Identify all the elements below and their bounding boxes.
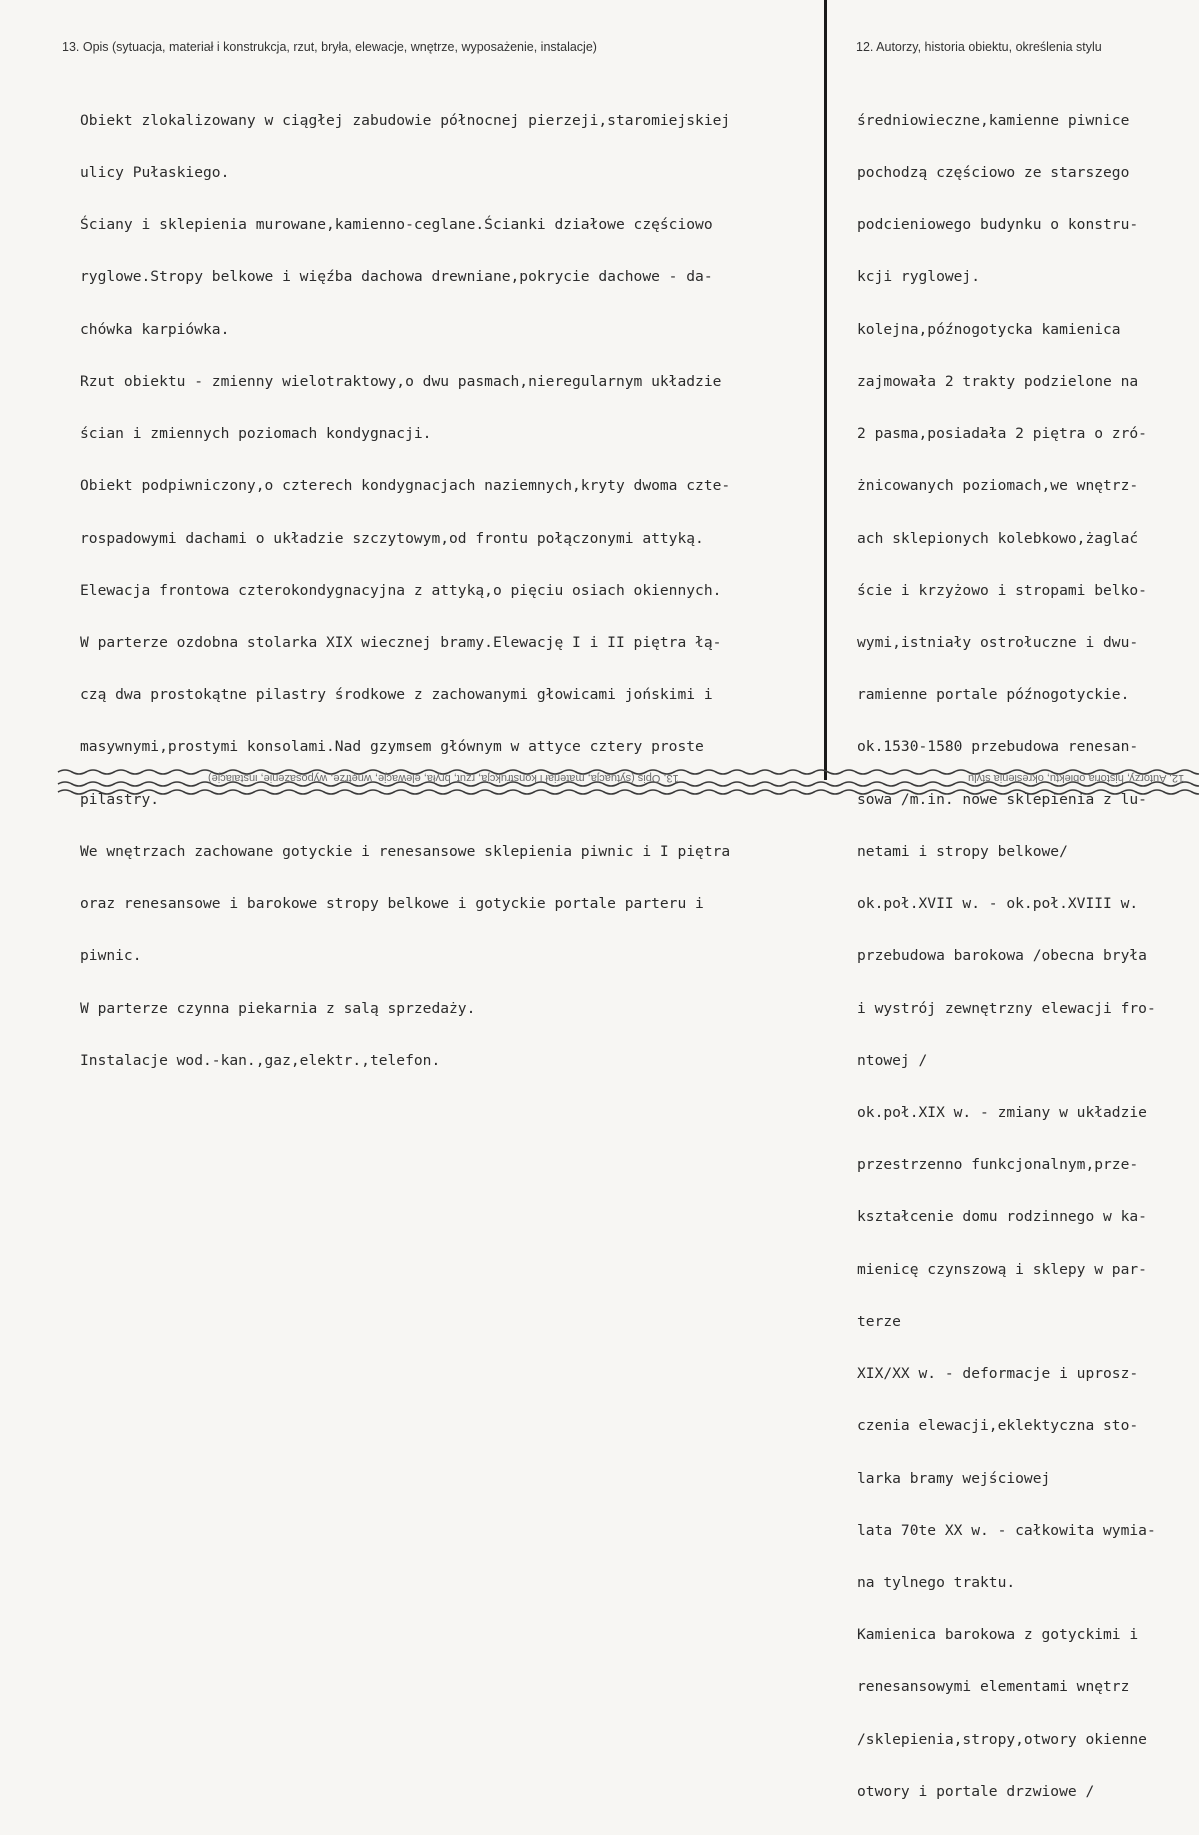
text-line: pochodzą częściowo ze starszego: [857, 164, 1130, 182]
text-line: pilastry.: [80, 790, 160, 808]
text-line: terze: [857, 1312, 901, 1330]
text-line: wymi,istniały ostrołuczne i dwu-: [857, 634, 1139, 651]
text-line: Ściany i sklepienia murowane,kamienno-ceglane.Ścianki działowe częściowo: [80, 216, 713, 234]
text-line: Instalacje wod.-kan.,gaz,elektr.,telefon.: [80, 1051, 441, 1069]
text-line: średniowieczne,kamienne piwnice: [857, 111, 1130, 129]
text-line: larka bramy wejściowej: [857, 1469, 1051, 1487]
text-line: rospadowymi dachami o układzie szczytowym,od frontu połączonymi attyką.: [80, 529, 704, 547]
text-line: lata 70te XX w. - całkowita wymia-: [857, 1521, 1156, 1539]
text-line: ok.poł.XVII w. - ok.poł.XVIII w.: [857, 895, 1139, 913]
text-line: ok.poł.XIX w. - zmiany w układzie: [857, 1103, 1147, 1121]
text-line: Rzut obiektu - zmienny wielotraktowy,o dwu pasmach,nieregularnym układzie: [80, 372, 722, 390]
text-line: /sklepienia,stropy,otwory okienne: [857, 1730, 1147, 1748]
text-line: chówka karpiówka.: [80, 320, 230, 338]
text-line: Elewacja frontowa czterokondygnacyjna z attyką,o pięciu osiach okiennych.: [80, 581, 722, 599]
mirrored-section-13-header: 13. Opis (sytuacja, materiał i konstrukcja, rzut, bryła, elewacje, wnętrze, wyposażenie, instalacje): [208, 772, 679, 784]
text-line: ach sklepionych kolebkowo,żaglać: [857, 529, 1139, 547]
text-line: ramienne portale późnogotyckie.: [857, 686, 1130, 704]
text-line: i wystrój zewnętrzny elewacji fro-: [857, 999, 1156, 1017]
section-12-text: [857, 77, 1197, 1835]
wave-line: [58, 788, 1199, 796]
text-line: czenia elewacji,eklektyczna sto-: [857, 1417, 1139, 1435]
section-13-text: [80, 77, 840, 1104]
text-line: ścian i zmiennych poziomach kondygnacji.: [80, 425, 432, 443]
text-line: przestrzenno funkcjonalnym,prze-: [857, 1156, 1139, 1174]
mirrored-section-12-header: 12. Autorzy, historia obiektu, określenia stylu: [968, 772, 1185, 784]
text-line: Obiekt zlokalizowany w ciągłej zabudowie północnej pierzeji,staromiejskiej: [80, 111, 731, 129]
text-line: ryglowe.Stropy belkowe i więźba dachowa drewniane,pokrycie dachowe - da-: [80, 268, 713, 286]
text-line: piwnic.: [80, 947, 142, 965]
text-line: Obiekt podpiwniczony,o czterech kondygnacjach naziemnych,kryty dwoma czte-: [80, 477, 731, 495]
text-line: sowa /m.in. nowe sklepienia z lu-: [857, 790, 1147, 808]
text-line: W parterze ozdobna stolarka XIX wiecznej bramy.Elewację I i II piętra łą-: [80, 634, 722, 651]
text-line: ntowej /: [857, 1051, 928, 1069]
decorative-wave-strip: [58, 766, 1199, 796]
text-line: netami i stropy belkowe/: [857, 842, 1068, 860]
text-line: oraz renesansowe i barokowe stropy belkowe i gotyckie portale parteru i: [80, 895, 704, 913]
text-line: ście i krzyżowo i stropami belko-: [857, 581, 1147, 599]
text-line: żnicowanych poziomach,we wnętrz-: [857, 477, 1139, 495]
text-line: przebudowa barokowa /obecna bryła: [857, 947, 1147, 965]
text-line: 2 pasma,posiadała 2 piętra o zró-: [857, 425, 1147, 443]
text-line: We wnętrzach zachowane gotyckie i renesansowe sklepienia piwnic i I piętra: [80, 842, 731, 860]
text-line: na tylnego traktu.: [857, 1573, 1016, 1591]
text-line: W parterze czynna piekarnia z salą sprzedaży.: [80, 999, 476, 1017]
text-line: masywnymi,prostymi konsolami.Nad gzymsem głównym w attyce cztery proste: [80, 738, 704, 756]
text-line: ok.1530-1580 przebudowa renesan-: [857, 738, 1139, 756]
text-line: renesansowymi elementami wnętrz: [857, 1678, 1130, 1696]
section-13-header: 13. Opis (sytuacja, materiał i konstrukcja, rzut, bryła, elewacje, wnętrze, wyposażenie, instalacje): [62, 40, 597, 54]
text-line: czą dwa prostokątne pilastry środkowe z zachowanymi głowicami jońskimi i: [80, 686, 713, 704]
text-line: kcji ryglowej.: [857, 268, 981, 286]
text-line: kształcenie domu rodzinnego w ka-: [857, 1208, 1147, 1226]
text-line: ulicy Pułaskiego.: [80, 164, 230, 182]
text-line: otwory i portale drzwiowe /: [857, 1782, 1095, 1800]
text-line: Kamienica barokowa z gotyckimi i: [857, 1626, 1139, 1644]
text-line: zajmowała 2 trakty podzielone na: [857, 372, 1139, 390]
text-line: kolejna,późnogotycka kamienica: [857, 320, 1121, 338]
text-line: mienicę czynszową i sklepy w par-: [857, 1260, 1147, 1278]
text-line: XIX/XX w. - deformacje i uprosz-: [857, 1365, 1139, 1383]
section-12-header: 12. Autorzy, historia obiektu, określenia stylu: [856, 40, 1102, 54]
text-line: podcieniowego budynku o konstru-: [857, 216, 1139, 234]
